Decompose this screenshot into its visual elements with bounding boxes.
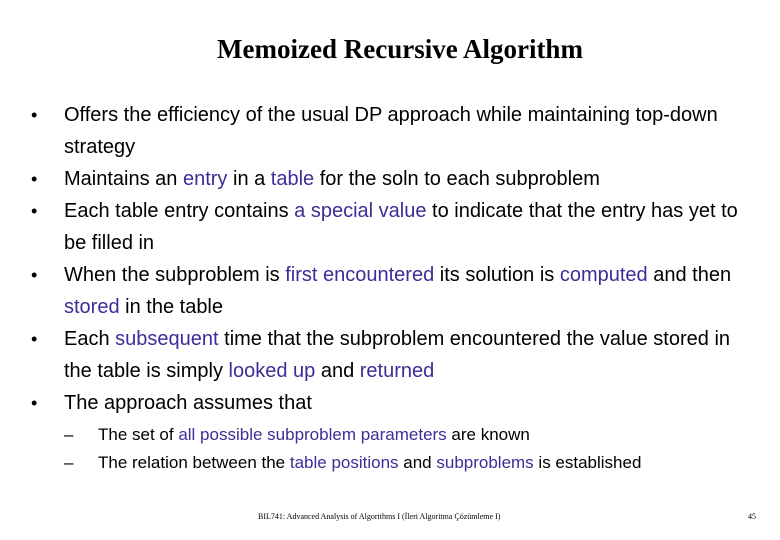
highlighted-term: entry	[182, 168, 228, 190]
sub-bullet-item	[64, 449, 778, 477]
dash-marker: –	[64, 453, 74, 472]
highlighted-term: looked up	[228, 360, 316, 382]
bullet-text: and	[315, 360, 360, 382]
highlighted-term: table positions	[289, 453, 399, 472]
sub-bullet-text: The set of	[98, 425, 179, 444]
bullet-item	[31, 99, 761, 163]
page-number: 45	[748, 512, 756, 521]
bullet-text: Each table entry contains	[64, 200, 295, 222]
sub-bullet-list	[64, 421, 778, 477]
bullet-item	[31, 387, 761, 419]
sub-bullet-text: The relation between the	[98, 453, 290, 472]
bullet-text: Each	[64, 328, 116, 350]
highlighted-term: table	[270, 168, 315, 190]
bullet-text: and then	[647, 264, 732, 286]
bullet-list	[31, 99, 761, 419]
bullet-text: The approach assumes that	[64, 392, 312, 414]
bullet-text: in the table	[119, 296, 224, 318]
dash-marker: –	[64, 425, 74, 444]
highlighted-term: first encountered	[285, 264, 435, 286]
bullet-text: for the soln to each subproblem	[314, 168, 600, 190]
bullet-item	[31, 323, 761, 387]
highlighted-term: subproblems	[436, 453, 534, 472]
bullet-item	[31, 163, 761, 195]
footer-course-text: BIL741: Advanced Analysis of Algorithms I (İleri Algoritma Çözümleme I)	[258, 512, 501, 521]
sub-bullet-item	[64, 421, 778, 449]
bullet-text: to indicate that the entry has yet to be filled in	[64, 200, 738, 254]
highlighted-term: subsequent	[115, 328, 219, 350]
bullet-text: Offers the efficiency of the usual DP approach while maintaining top-down strategy	[64, 104, 718, 158]
highlighted-term: a special value	[294, 200, 427, 222]
highlighted-term: all possible subproblem parameters	[178, 425, 447, 444]
bullet-item	[31, 259, 761, 323]
sub-bullet-text: are known	[446, 425, 530, 444]
highlighted-term: returned	[359, 360, 435, 382]
slide-title: Memoized Recursive Algorithm	[217, 34, 583, 64]
highlighted-term: stored	[64, 296, 120, 318]
sub-bullet-text: is established	[533, 453, 642, 472]
bullet-text: in a	[227, 168, 271, 190]
sub-bullet-text: and	[398, 453, 437, 472]
bullet-text: When the subproblem is	[64, 264, 286, 286]
bullet-text: Maintains an	[64, 168, 183, 190]
bullet-text: its solution is	[434, 264, 560, 286]
bullet-item	[31, 195, 761, 259]
highlighted-term: computed	[559, 264, 648, 286]
bullet-text: time that the subproblem encountered the value stored in the table is simply	[64, 328, 731, 382]
